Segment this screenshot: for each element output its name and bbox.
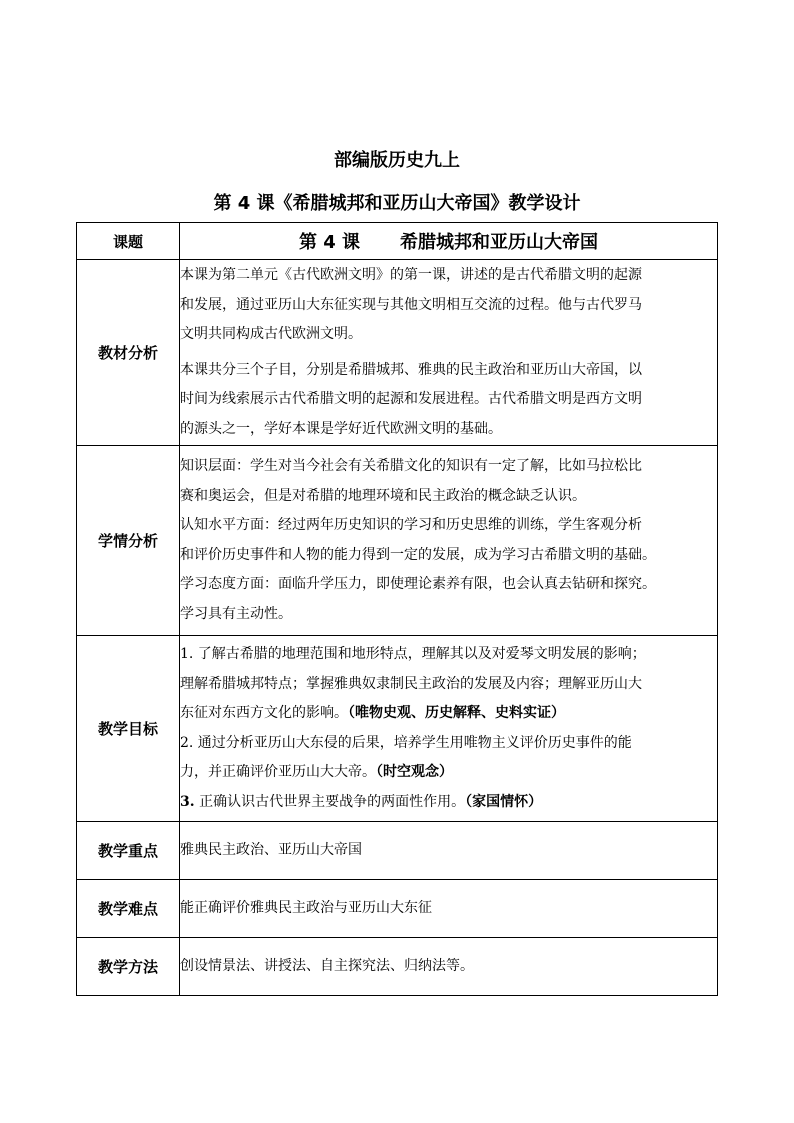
material-line: 的源头之一，学好本课是学好近代欧洲文明的基础。 (180, 420, 502, 437)
goal-3-competency-tag: （家国情怀） (465, 793, 543, 810)
key-points-value: 雅典民主政治、亚历山大帝国 (180, 822, 718, 880)
students-line: 认知水平方面：经过两年历史知识的学习和历史思维的训练，学生客观分析 (180, 517, 642, 533)
methods-value: 创设情景法、讲授法、自主探究法、归纳法等。 (180, 938, 718, 996)
table-row-students (77, 446, 718, 636)
goal-3-number: 3. (180, 793, 195, 810)
material-label: 教材分析 (77, 260, 180, 446)
table-row-methods (77, 938, 718, 996)
key-points-label: 教学重点 (77, 822, 180, 880)
goal-2-text: 力，并正确评价亚历山大大帝。 (180, 764, 376, 780)
material-line: 和发展，通过亚历山大东征实现与其他文明相互交流的过程。他与古代罗马 (180, 296, 642, 313)
material-line: 本课为第二单元《古代欧洲文明》的第一课，讲述的是古代希腊文明的起源 (180, 267, 642, 283)
goal-1-text: 东征对东西方文化的影响。 (180, 705, 348, 721)
methods-label: 教学方法 (77, 938, 180, 996)
table-row-material (77, 260, 718, 446)
students-line: 学习态度方面：面临升学压力，即使理论素养有限，也会认真去钻研和探究。 (180, 576, 656, 592)
goal-2-line (180, 758, 717, 788)
material-line: 文明共同构成古代欧洲文明。 (180, 326, 362, 342)
table-row-difficulties (77, 880, 718, 938)
goal-1-competency-tag: （唯物史观、历史解释、史料实证） (348, 705, 565, 721)
topic-label: 课题 (77, 223, 180, 260)
lesson-number: 第 4 课 (298, 232, 361, 253)
goals-label: 教学目标 (77, 636, 180, 822)
difficulties-value: 能正确评价雅典民主政治与亚历山大东征 (180, 880, 718, 938)
goal-1-line: 1. 了解古希腊的地理范围和地形特点，理解其以及对爱琴文明发展的影响； (180, 646, 646, 662)
document-subtitle: 部编版历史九上 (334, 150, 460, 171)
students-line: 知识层面：学生对当今社会有关希腊文化的知识有一定了解，比如马拉松比 (180, 458, 642, 474)
goals-content (180, 636, 718, 822)
material-content (180, 260, 718, 446)
material-line: 本课共分三个子目，分别是希腊城邦、雅典的民主政治和亚历山大帝国，以 (180, 361, 642, 378)
table-row-key-points (77, 822, 718, 880)
table-row-topic (77, 223, 718, 260)
goal-2-competency-tag: （时空观念） (376, 764, 453, 780)
lesson-plan-table (76, 222, 718, 996)
goal-3-text: 正确认识古代世界主要战争的两面性作用。 (194, 793, 466, 810)
difficulties-label: 教学难点 (77, 880, 180, 938)
goal-2-line: 2. 通过分析亚历山大东侵的后果，培养学生用唯物主义评价历史事件的能 (180, 734, 632, 751)
table-row-goals (77, 636, 718, 822)
students-content (180, 446, 718, 636)
students-line: 学习具有主动性。 (180, 605, 292, 622)
goal-3-line (180, 788, 717, 818)
lesson-name: 希腊城邦和亚历山大帝国 (400, 232, 599, 253)
students-label: 学情分析 (77, 446, 180, 636)
students-line: 赛和奥运会，但是对希腊的地理环境和民主政治的概念缺乏认识。 (180, 487, 586, 504)
document-title: 第 4 课《希腊城邦和亚历山大帝国》教学设计 (213, 193, 581, 214)
topic-value (180, 223, 718, 260)
material-line: 时间为线索展示古代希腊文明的起源和发展进程。古代希腊文明是西方文明 (180, 391, 642, 407)
goal-1-line: 理解希腊城邦特点；掌握雅典奴隶制民主政治的发展及内容；理解亚历山大 (180, 675, 642, 692)
students-line: 和评价历史事件和人物的能力得到一定的发展，成为学习古希腊文明的基础。 (180, 546, 656, 563)
goal-1-line (180, 699, 717, 729)
